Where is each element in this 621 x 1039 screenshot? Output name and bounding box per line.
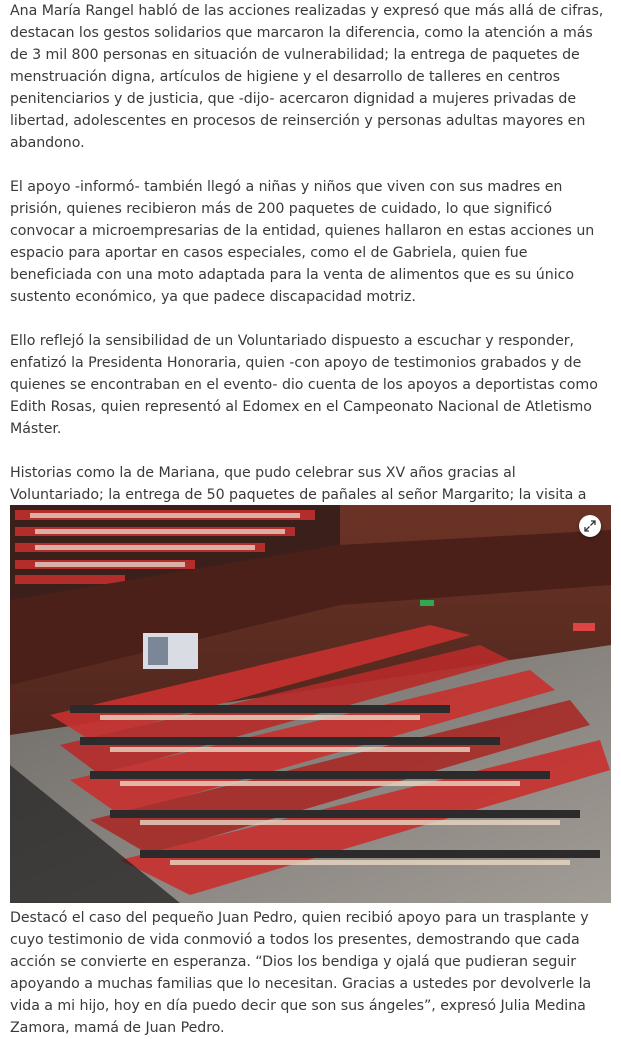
paragraph-1: Ana María Rangel habló de las acciones realizadas y expresó que más allá de cifras, destacan los gestos solidarios que marcaron la diferencia, como la atención a más de 3 mil 800 personas en situación de vulnerabilidad; la entrega de paquetes de menstruación digna, artículos de higiene y el desarrollo de talleres en centros penitenciarios y de justicia, que -dijo- acercaron dignidad a mujeres privadas de libertad, adolescentes en procesos de reinserción y personas adultas mayores en abandono. [10, 3, 604, 151]
event-photo[interactable] [10, 505, 611, 903]
article-body [10, 0, 613, 572]
paragraph-3: Ello reflejó la sensibilidad de un Voluntariado dispuesto a escuchar y responder, enfatizó la Presidenta Honoraria, quien -con apoyo de testimonios grabados y de quienes se encontraban en el evento- dio cuenta de los apoyos a deportistas como Edith Rosas, quien representó al Edomex en el Campeonato Nacional de Atletismo Máster. [10, 333, 598, 437]
paragraph-5: Destacó el caso del pequeño Juan Pedro, quien recibió apoyo para un trasplante y cuyo testimonio de vida conmovió a todos los presentes, demostrando que cada acción se convierte en esperanza. “Dios los bendiga y ojalá que pudieran seguir apoyando a muchas familias que lo necesitan. Gracias a ustedes por devolverle la vida a mi hijo, hoy en día puedo decir que son sus ángeles”, expresó Julia Medina Zamora, mamá de Juan Pedro. [10, 910, 592, 1036]
auditorium-photo [10, 505, 611, 903]
expand-arrows-icon [584, 520, 596, 532]
paragraph-2: El apoyo -informó- también llegó a niñas y niños que viven con sus madres en prisión, quienes recibieron más de 200 paquetes de cuidado, lo que significó convocar a microempresarias de la entidad, quienes hallaron en estas acciones un espacio para aportar en casos especiales, como el de Gabriela, quien fue beneficiada con una moto adaptada para la venta de alimentos que es su único sustento económico, ya que padece discapacidad motriz. [10, 179, 595, 305]
expand-image-button[interactable] [579, 515, 601, 537]
article-continuation [10, 907, 613, 1039]
paragraph-4: Historias como la de Mariana, que pudo celebrar sus XV años gracias al Voluntariado; la entrega de 50 paquetes de pañales al señor Margarito; la visita a [10, 465, 587, 503]
